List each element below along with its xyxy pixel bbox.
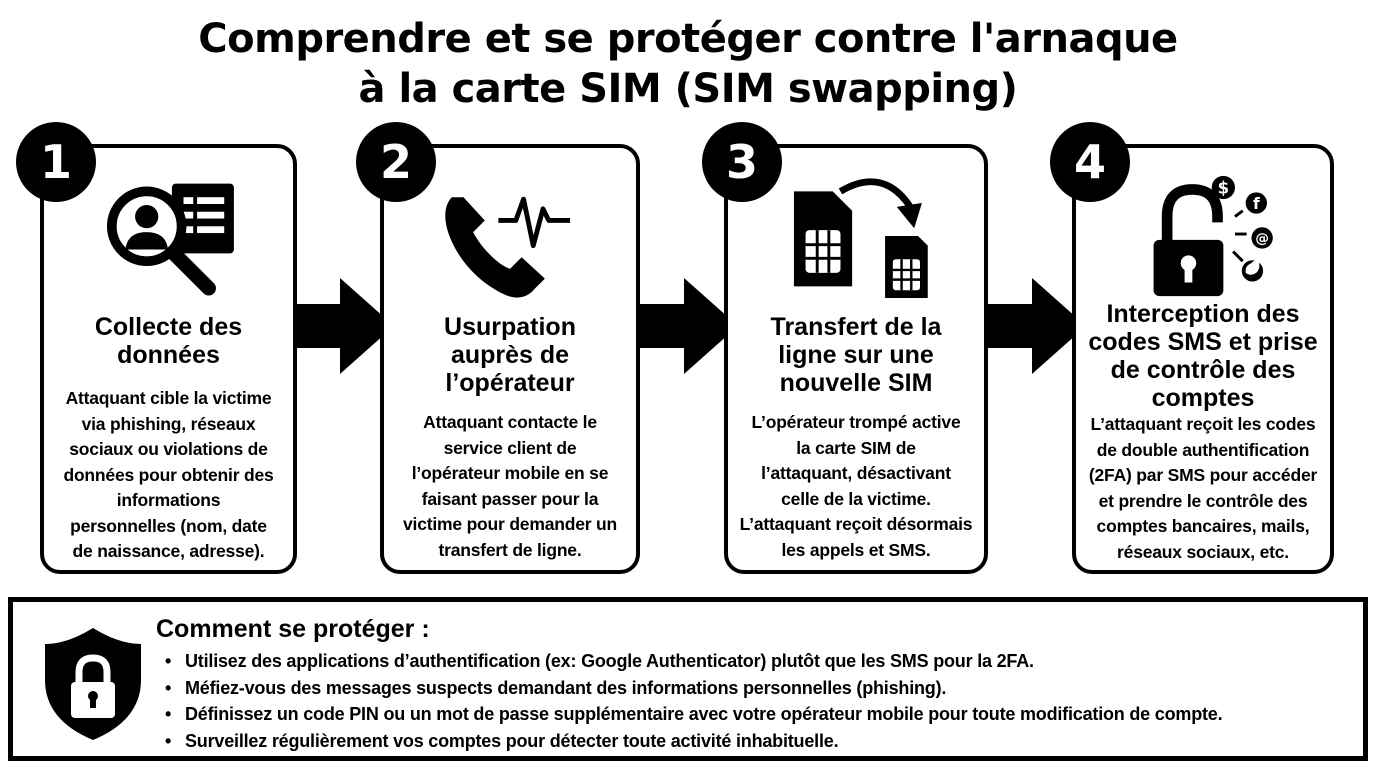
protection-list [165,648,1222,754]
step-4-text-line: comptes bancaires, mails, [1096,516,1310,536]
step-2-text-line: transfert de ligne. [438,539,582,560]
list-item [165,701,1222,728]
step-4-text-line: réseaux sociaux, etc. [1117,541,1289,562]
step-4-text-line: (2FA) par SMS pour accéder [1088,465,1318,485]
step-2-text-line: l’opérateur mobile en se [411,463,609,483]
step-1-text-line: données pour obtenir des [63,464,274,485]
protection-item-text: Méfiez-vous des messages suspects demandant des informations personnelles (phishing). [185,677,947,698]
step-1-text-line: informations [116,490,221,510]
step-2-title-line: Usurpation [444,313,576,341]
step-1-text-line: via phishing, réseaux [81,413,256,434]
step-2-text-line: victime pour demander un [403,514,617,534]
step-3-title-line: nouvelle SIM [779,369,933,397]
email-at-icon: @ [1255,230,1269,247]
step-2-text-line: Attaquant contacte le [423,412,597,432]
step-1-text-line: de naissance, adresse). [72,541,265,561]
list-item [165,728,1222,755]
shield-lock-icon [41,624,145,744]
step-number-badge-2: 2 [356,122,436,202]
step-1-title-line: données [117,341,220,369]
step-2-title-line: auprès de [450,341,570,369]
bullet-icon: • [165,651,172,671]
step-1-text-line: Attaquant cible la victime [65,388,272,408]
step-card-4 [1072,144,1334,574]
step-number-badge-1: 1 [16,122,96,202]
bullet-icon: • [165,677,172,698]
step-number-badge-4: 4 [1050,122,1130,202]
protection-item-text: Surveillez régulièrement vos comptes pour détecter toute activité inhabituelle. [185,730,839,751]
facebook-icon: f [1252,194,1260,213]
step-3-text-line: l’attaquant, désactivant [761,463,951,483]
list-item [165,675,1222,702]
step-4-text-line: L’attaquant reçoit les codes [1090,414,1316,434]
protection-box [8,597,1368,761]
step-3-text-line: L’attaquant reçoit désormais [739,514,973,534]
step-2-text-line: service client de [443,437,577,458]
dollar-icon: $ [1217,178,1230,198]
step-3-title-line: Transfert de la [770,313,942,341]
bullet-icon: • [165,730,172,751]
step-4-text-line: de double authentification [1096,439,1310,460]
protection-item-text: Définissez un code PIN ou un mot de passe supplémentaire avec votre opérateur mobile pour toute modification de compte. [185,704,1223,724]
step-4-title-line: codes SMS et prise [1088,328,1318,356]
step-3-text-line: les appels et SMS. [781,539,931,560]
protection-item-text: Utilisez des applications d’authentification (ex: Google Authenticator) plutôt que les SMS pour la 2FA. [185,651,1034,671]
step-4-text-line: et prendre le contrôle des [1098,490,1308,511]
step-4-title-line: Interception des [1106,300,1300,328]
step-2-text-line: faisant passer pour la [421,488,599,509]
page-title [0,14,1376,114]
step-2-title-line: l’opérateur [445,369,575,397]
step-card-2 [380,144,640,574]
step-4-title-line: de contrôle des [1110,356,1296,384]
page-title-line-2: à la carte SIM (SIM swapping) [358,66,1018,112]
step-3-text-line: la carte SIM de [796,437,916,458]
page-title-line-1: Comprendre et se protéger contre l'arnaque [198,16,1178,62]
bullet-icon: • [165,704,172,724]
step-card-3 [724,144,988,574]
step-1-text-line: personnelles (nom, date [70,515,267,536]
step-1-title-line: Collecte des [94,313,243,341]
step-3-text-line: L’opérateur trompé active [751,412,961,432]
step-card-1 [40,144,297,574]
step-4-title-line: comptes [1151,384,1255,412]
step-1-text-line: sociaux ou violations de [69,439,268,459]
step-3-title-line: ligne sur une [778,341,934,369]
step-number-badge-3: 3 [702,122,782,202]
list-item [165,648,1222,675]
step-3-text-line: celle de la victime. [781,488,931,509]
protection-title: Comment se protéger : [156,615,430,643]
